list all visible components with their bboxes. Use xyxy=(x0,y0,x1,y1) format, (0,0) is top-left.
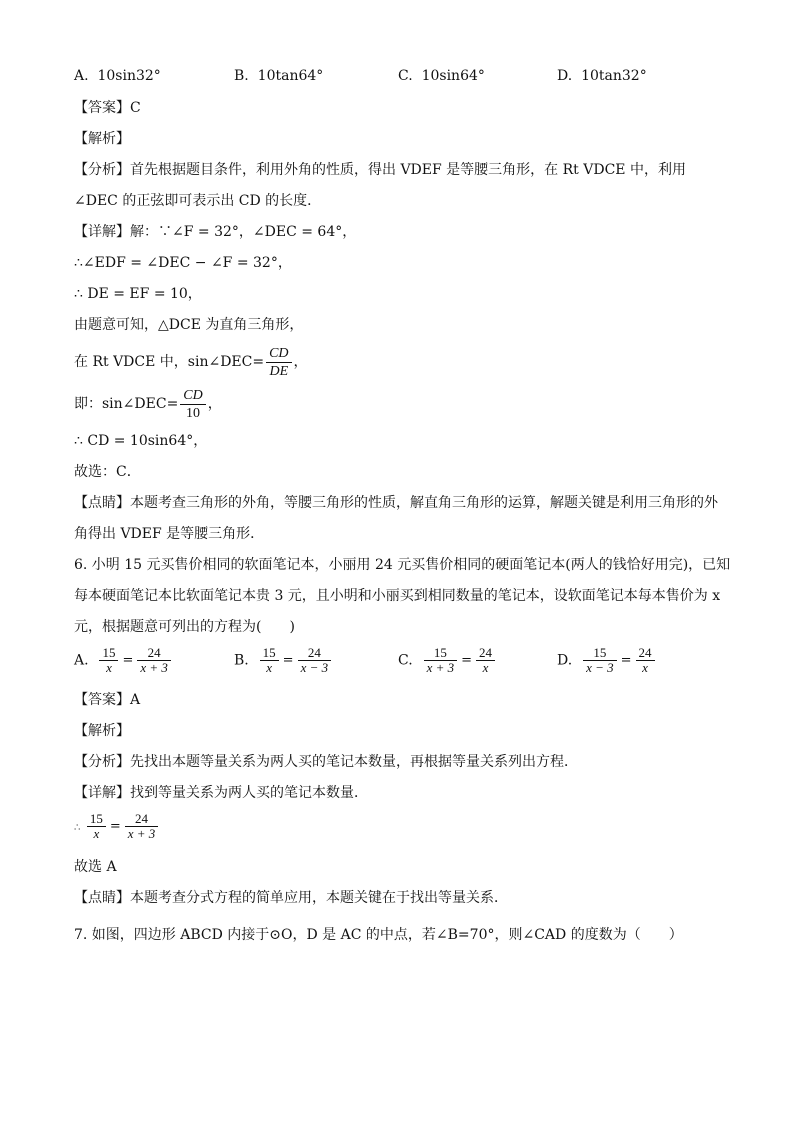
fraction-cd-over-10: $\frac{CD}{10}$ xyxy=(180,387,205,422)
q6-answer: 【答案】A xyxy=(74,692,141,708)
q5-option-d: D. 10tan32° xyxy=(557,68,647,84)
q5-analysis-heading: 【解析】 xyxy=(74,131,130,147)
q5-detail-line-5: 在 Rt VDCE 中，sin∠DEC= $\frac{CD}{DE}$ ， xyxy=(74,345,308,379)
q5-detail-line-2: ∴∠EDF = ∠DEC − ∠F = 32°， xyxy=(74,255,292,271)
q5-answer: 【答案】C xyxy=(74,100,141,116)
q5-option-c: C. 10sin64° xyxy=(398,68,485,84)
q6-stem-line-1: 6. 小明 15 元买售价相同的软面笔记本，小丽用 24 元买售价相同的硬面笔记本(两人的钱恰好用完)，已知 xyxy=(74,557,731,573)
q6-fenxi: 【分析】先找出本题等量关系为两人买的笔记本数量，再根据等量关系列出方程． xyxy=(74,754,578,770)
q5-detail-line-1: 【详解】解：∵∠F = 32°，∠DEC = 64°， xyxy=(74,224,357,240)
q6-stem-line-2: 每本硬面笔记本比软面笔记本贵 3 元，且小明和小丽买到相同数量的笔记本，设软面笔记本每本售价为 x xyxy=(74,588,721,604)
q5-dianjing-line-2: 角得出 VDEF 是等腰三角形． xyxy=(74,526,265,542)
q5-fenxi-line-1: 【分析】首先根据题目条件，利用外角的性质，得出 VDEF 是等腰三角形，在 Rt VDCE 中，利用 xyxy=(74,162,686,178)
q5-fenxi-line-2: ∠DEC 的正弦即可表示出 CD 的长度． xyxy=(74,193,322,209)
q5-option-a: A. 10sin32° xyxy=(74,68,161,84)
q6-dianjing: 【点睛】本题考查分式方程的简单应用，本题关键在于找出等量关系． xyxy=(74,890,508,906)
q6-option-a: A. $\frac{15}{x}$ = $\frac{24}{x + 3}$ xyxy=(74,646,173,675)
q6-option-d: D. $\frac{15}{x - 3}$ = $\frac{24}{x}$ xyxy=(557,646,657,675)
q6-equation: ∴ $\frac{15}{x}$ = $\frac{24}{x + 3}$ xyxy=(74,812,160,841)
q6-stem-line-3: 元，根据题意可列出的方程为( ) xyxy=(74,619,295,635)
q5-detail-line-6: 即：sin∠DEC= $\frac{CD}{10}$ ， xyxy=(74,387,222,421)
q5-option-b: B. 10tan64° xyxy=(234,68,324,84)
q6-analysis-heading: 【解析】 xyxy=(74,723,130,739)
q5-detail-line-7: ∴ CD = 10sin64°， xyxy=(74,433,208,449)
q7-stem: 7. 如图，四边形 ABCD 内接于⊙O，D 是 AC 的中点，若∠B=70°，则∠CAD 的度数为（ ） xyxy=(74,927,683,943)
fraction-cd-over-de: $\frac{CD}{DE}$ xyxy=(266,345,291,380)
q6-choose: 故选 A xyxy=(74,859,117,875)
q5-detail-line-3: ∴ DE = EF = 10， xyxy=(74,286,202,302)
q5-detail-line-4: 由题意可知，△DCE 为直角三角形， xyxy=(74,317,304,333)
q6-option-b: B. $\frac{15}{x}$ = $\frac{24}{x - 3}$ xyxy=(234,646,333,675)
q6-detail: 【详解】找到等量关系为两人买的笔记本数量． xyxy=(74,785,368,801)
q5-dianjing-line-1: 【点睛】本题考查三角形的外角，等腰三角形的性质，解直角三角形的运算，解题关键是利用三角形的外 xyxy=(74,495,718,511)
q5-detail-line-8: 故选：C． xyxy=(74,464,141,480)
q6-option-c: C. $\frac{15}{x + 3}$ = $\frac{24}{x}$ xyxy=(398,646,497,675)
